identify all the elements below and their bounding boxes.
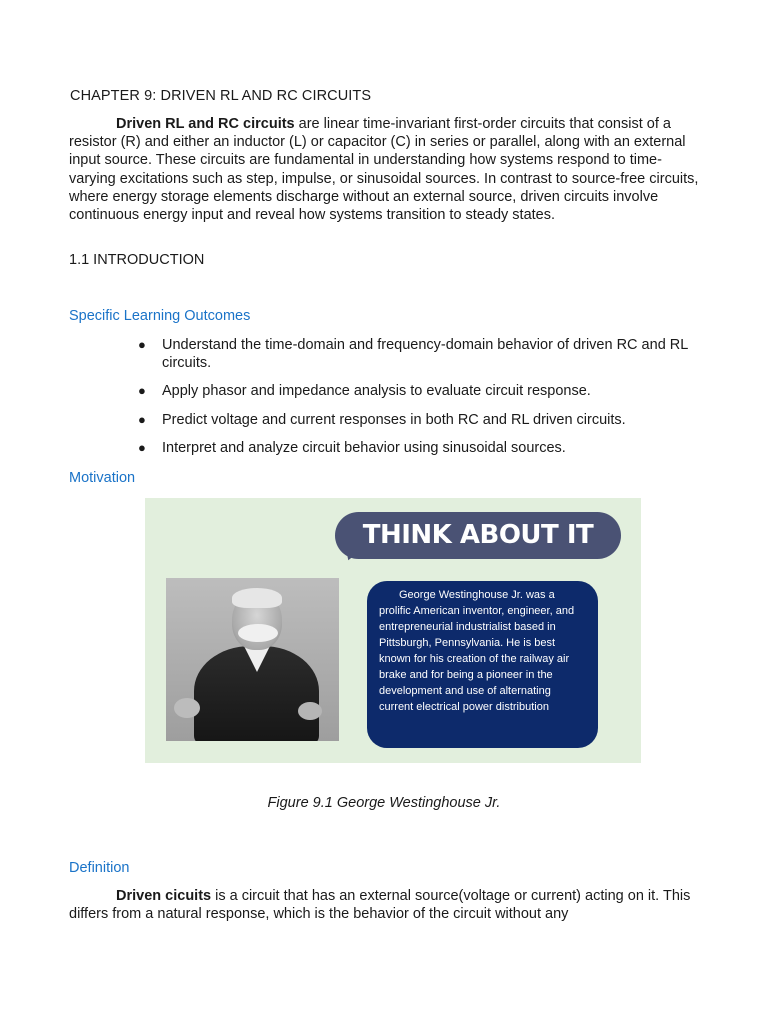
- definition-heading: Definition: [69, 860, 130, 876]
- intro-paragraph: [69, 115, 701, 224]
- portrait-right-hand: [298, 702, 322, 720]
- think-about-it-bubble: THINK ABOUT IT: [335, 512, 621, 559]
- definition-text: is a circuit that has an external source(voltage or current) acting on it. This differs from a natural response, which is the behavior of the circuit without any: [69, 888, 691, 923]
- section-heading-introduction: 1.1 INTRODUCTION: [69, 252, 205, 268]
- definition-paragraph: [69, 887, 701, 923]
- figure-caption: Figure 9.1 George Westinghouse Jr.: [267, 795, 501, 811]
- list-item: [138, 411, 708, 429]
- bullet-icon: ●: [138, 337, 146, 352]
- bullet-icon: ●: [138, 383, 146, 399]
- list-item: [138, 336, 708, 372]
- list-item: [138, 382, 708, 400]
- motivation-heading: Motivation: [69, 470, 136, 486]
- think-about-it-figure: [145, 498, 641, 763]
- westinghouse-portrait-photo: [166, 578, 339, 741]
- definition-bold-lead: Driven cicuits: [116, 888, 212, 904]
- portrait-left-hand: [174, 698, 200, 718]
- portrait-hair: [232, 588, 282, 608]
- info-text: George Westinghouse Jr. was a prolific American inventor, engineer, and entrepreneurial industrialist based in Pittsburgh, Pennsylvania. He is best known for his creation of the railway air brake and for being a pioneer in the development and use of alternating current electrical power distribution: [379, 589, 575, 713]
- list-item: [138, 439, 708, 457]
- learning-outcomes-heading: Specific Learning Outcomes: [69, 308, 251, 324]
- bullet-icon: ●: [138, 439, 146, 455]
- outcome-text: Predict voltage and current responses in both RC and RL driven circuits.: [162, 411, 626, 428]
- intro-bold-lead: Driven RL and RC circuits: [116, 116, 295, 132]
- intro-text: are linear time-invariant first-order circuits that consist of a resistor (R) and either an inductor (L) or capacitor (C) in series or parallel, along with an external input source. These circuits are fundamental in understanding how systems respond to time-varying excitations such as step, impulse, or sinusoidal sources. In contrast to source-free circuits, where energy storage elements discharge without an external source, driven circuits involve continuous energy input and reveal how systems transition to steady states.: [69, 116, 699, 224]
- portrait-mustache: [238, 624, 278, 642]
- learning-outcomes-list: [138, 336, 708, 467]
- outcome-text: Understand the time-domain and frequency-domain behavior of driven RC and RL circuits.: [162, 337, 688, 372]
- outcome-text: Apply phasor and impedance analysis to evaluate circuit response.: [162, 383, 591, 400]
- bullet-icon: ●: [138, 411, 146, 427]
- westinghouse-info-box: [367, 581, 598, 748]
- chapter-title: CHAPTER 9: DRIVEN RL AND RC CIRCUITS: [70, 88, 372, 104]
- outcome-text: Interpret and analyze circuit behavior using sinusoidal sources.: [162, 439, 566, 456]
